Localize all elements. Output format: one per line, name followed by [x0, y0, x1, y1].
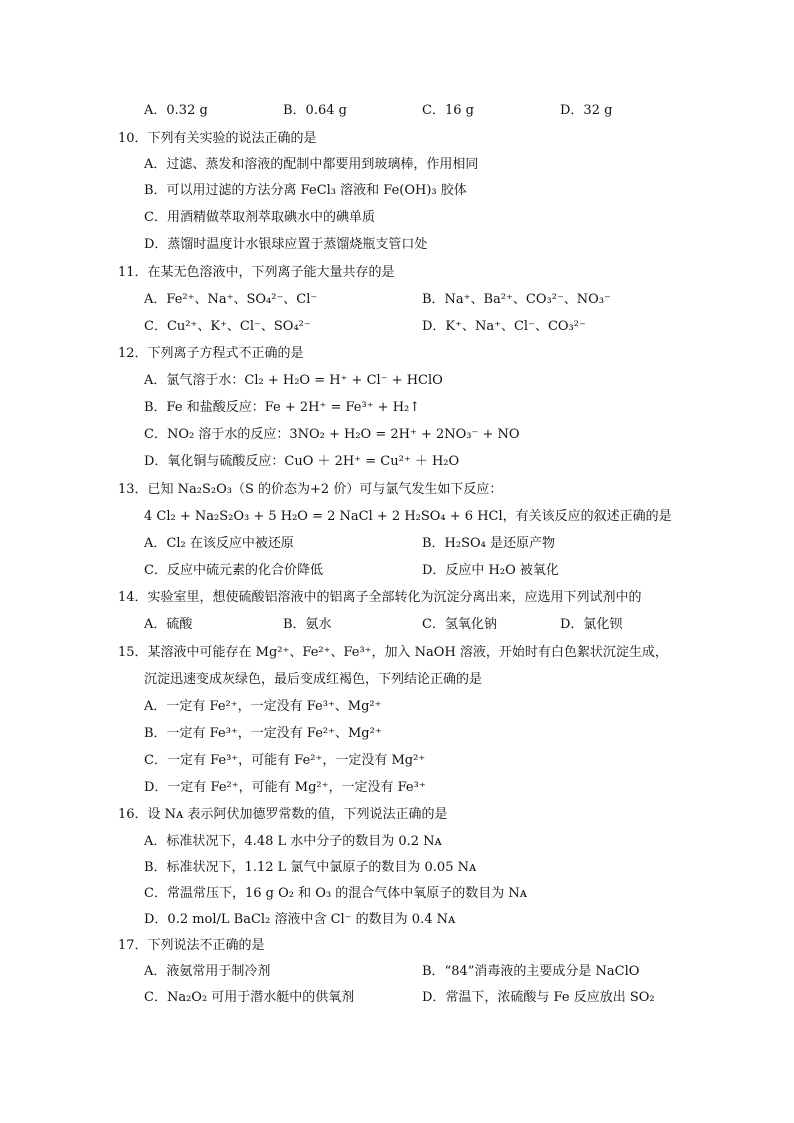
text-line: C．用酒精做萃取剂萃取碘水中的碘单质: [144, 210, 375, 225]
text-line: D．32 g: [560, 103, 613, 118]
text-line: 沉淀迅速变成灰绿色，最后变成红褐色，下列结论正确的是: [144, 672, 483, 687]
text-line: C．NO₂ 溶于水的反应：3NO₂ + H₂O = 2H⁺ + 2NO₃⁻ + NO: [144, 427, 520, 442]
text-line: D．氯化钡: [560, 617, 623, 632]
text-line: 17．下列说法不正确的是: [118, 938, 265, 953]
text-line: C．Cu²⁺、K⁺、Cl⁻、SO₄²⁻: [144, 319, 311, 334]
text-line: D．反应中 H₂O 被氧化: [422, 563, 559, 578]
text-line: C．16 g: [422, 103, 474, 118]
text-line: A．0.32 g: [144, 103, 208, 118]
text-line: A．硫酸: [144, 617, 193, 632]
text-line: C．一定有 Fe³⁺，可能有 Fe²⁺，一定没有 Mg²⁺: [144, 753, 426, 768]
text-line: B．Na⁺、Ba²⁺、CO₃²⁻、NO₃⁻: [422, 292, 611, 307]
text-line: B．Fe 和盐酸反应：Fe + 2H⁺ = Fe³⁺ + H₂↑: [144, 400, 421, 415]
text-line: C．氢氧化钠: [422, 617, 497, 632]
text-line: A．Cl₂ 在该反应中被还原: [144, 536, 294, 551]
text-line: A．一定有 Fe²⁺，一定没有 Fe³⁺、Mg²⁺: [144, 699, 382, 714]
text-line: B．H₂SO₄ 是还原产物: [422, 536, 556, 551]
text-line: C．常温常压下，16 g O₂ 和 O₃ 的混合气体中氧原子的数目为 Nᴀ: [144, 886, 528, 901]
text-line: D．K⁺、Na⁺、Cl⁻、CO₃²⁻: [422, 319, 586, 334]
text-line: B．可以用过滤的方法分离 FeCl₃ 溶液和 Fe(OH)₃ 胶体: [144, 183, 467, 198]
text-line: 4 Cl₂ + Na₂S₂O₃ + 5 H₂O = 2 NaCl + 2 H₂SO₄ + 6 HCl，有关该反应的叙述正确的是: [144, 509, 672, 524]
text-line: B．氨水: [283, 617, 332, 632]
text-line: D．蒸馏时温度计水银球应置于蒸馏烧瓶支管口处: [144, 237, 428, 252]
text-line: A．标准状况下，4.48 L 水中分子的数目为 0.2 Nᴀ: [144, 834, 442, 849]
text-line: D．氧化铜与硫酸反应：CuO ＋ 2H⁺ = Cu²⁺ ＋ H₂O: [144, 454, 460, 469]
text-line: 16．设 Nᴀ 表示阿伏加德罗常数的值，下列说法正确的是: [118, 807, 448, 822]
text-line: B．“84”消毒液的主要成分是 NaClO: [422, 964, 640, 979]
text-line: C．Na₂O₂ 可用于潜水艇中的供氧剂: [144, 990, 355, 1005]
text-line: B．一定有 Fe³⁺，一定没有 Fe²⁺、Mg²⁺: [144, 726, 382, 741]
text-line: 10．下列有关实验的说法正确的是: [118, 131, 317, 146]
text-line: 13．已知 Na₂S₂O₃（S 的价态为+2 价）可与氯气发生如下反应：: [118, 482, 503, 497]
text-line: D．常温下，浓硫酸与 Fe 反应放出 SO₂: [422, 990, 655, 1005]
text-line: D．0.2 mol/L BaCl₂ 溶液中含 Cl⁻ 的数目为 0.4 Nᴀ: [144, 912, 456, 927]
text-line: D．一定有 Fe²⁺，可能有 Mg²⁺，一定没有 Fe³⁺: [144, 780, 426, 795]
text-line: A．液氨常用于制冷剂: [144, 964, 271, 979]
text-line: A．Fe²⁺、Na⁺、SO₄²⁻、Cl⁻: [144, 292, 318, 307]
text-line: 15．某溶液中可能存在 Mg²⁺、Fe²⁺、Fe³⁺，加入 NaOH 溶液，开始时有白色絮状沉淀生成，: [118, 645, 668, 660]
text-line: C．反应中硫元素的化合价降低: [144, 563, 323, 578]
text-line: A．氯气溶于水：Cl₂ + H₂O = H⁺ + Cl⁻ + HClO: [144, 373, 443, 388]
text-line: B．标准状况下，1.12 L 氯气中氯原子的数目为 0.05 Nᴀ: [144, 860, 477, 875]
text-line: 14．实验室里，想使硫酸铝溶液中的铝离子全部转化为沉淀分离出来，应选用下列试剂中的: [118, 590, 642, 605]
text-line: B．0.64 g: [283, 103, 347, 118]
text-line: 11．在某无色溶液中，下列离子能大量共存的是: [118, 265, 395, 280]
text-line: A．过滤、蒸发和溶液的配制中都要用到玻璃棒，作用相同: [144, 157, 479, 172]
text-line: 12．下列离子方程式不正确的是: [118, 346, 304, 361]
